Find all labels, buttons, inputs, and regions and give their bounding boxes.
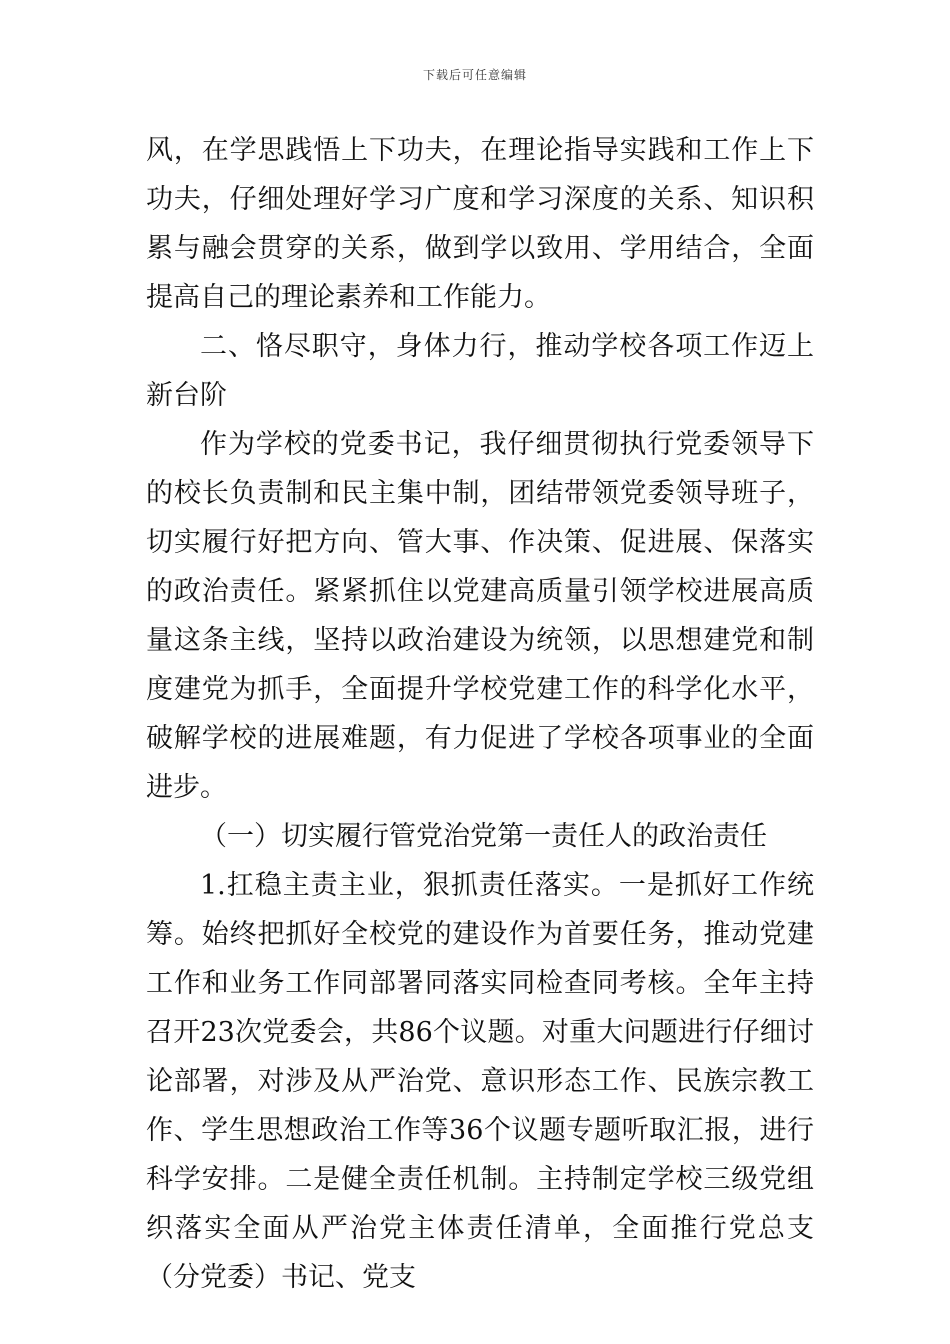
paragraph-responsibility: 1.扛稳主责主业，狠抓责任落实。一是抓好工作统筹。始终把抓好全校党的建设作为首要任务，推动党建工作和业务工作同部署同落实同检查同考核。全年主持召开23次党委会，共86个议题。对重大问题进行仔细讨论部署，对涉及从严治党、意识形态工作、民族宗教工作、学生思想政治工作等36个议题专题听取汇报，进行科学安排。二是健全责任机制。主持制定学校三级党组织落实全面从严治党主体责任清单，全面推行党总支（分党委）书记、党支	[146, 870, 814, 1293]
paragraph-continuation: 风，在学思践悟上下功夫，在理论指导实践和工作上下功夫，仔细处理好学习广度和学习深度的关系、知识积累与融会贯穿的关系，做到学以致用、学用结合，全面提高自己的理论素养和工作能力。	[146, 135, 814, 313]
document-body	[146, 126, 814, 1302]
subsection-heading-one: （一）切实履行管党治党第一责任人的政治责任	[200, 821, 767, 852]
paragraph-party-secretary: 作为学校的党委书记，我仔细贯彻执行党委领导下的校长负责制和民主集中制，团结带领党委领导班子，切实履行好把方向、管大事、作决策、促进展、保落实的政治责任。紧紧抓住以党建高质量引领学校进展高质量这条主线，坚持以政治建设为统领，以思想建党和制度建党为抓手，全面提升学校党建工作的科学化水平，破解学校的进展难题，有力促进了学校各项事业的全面进步。	[146, 429, 814, 803]
page-header-note: 下载后可任意编辑	[422, 68, 527, 82]
section-heading-two: 二、恪尽职守，身体力行，推动学校各项工作迈上新台阶	[146, 331, 814, 411]
